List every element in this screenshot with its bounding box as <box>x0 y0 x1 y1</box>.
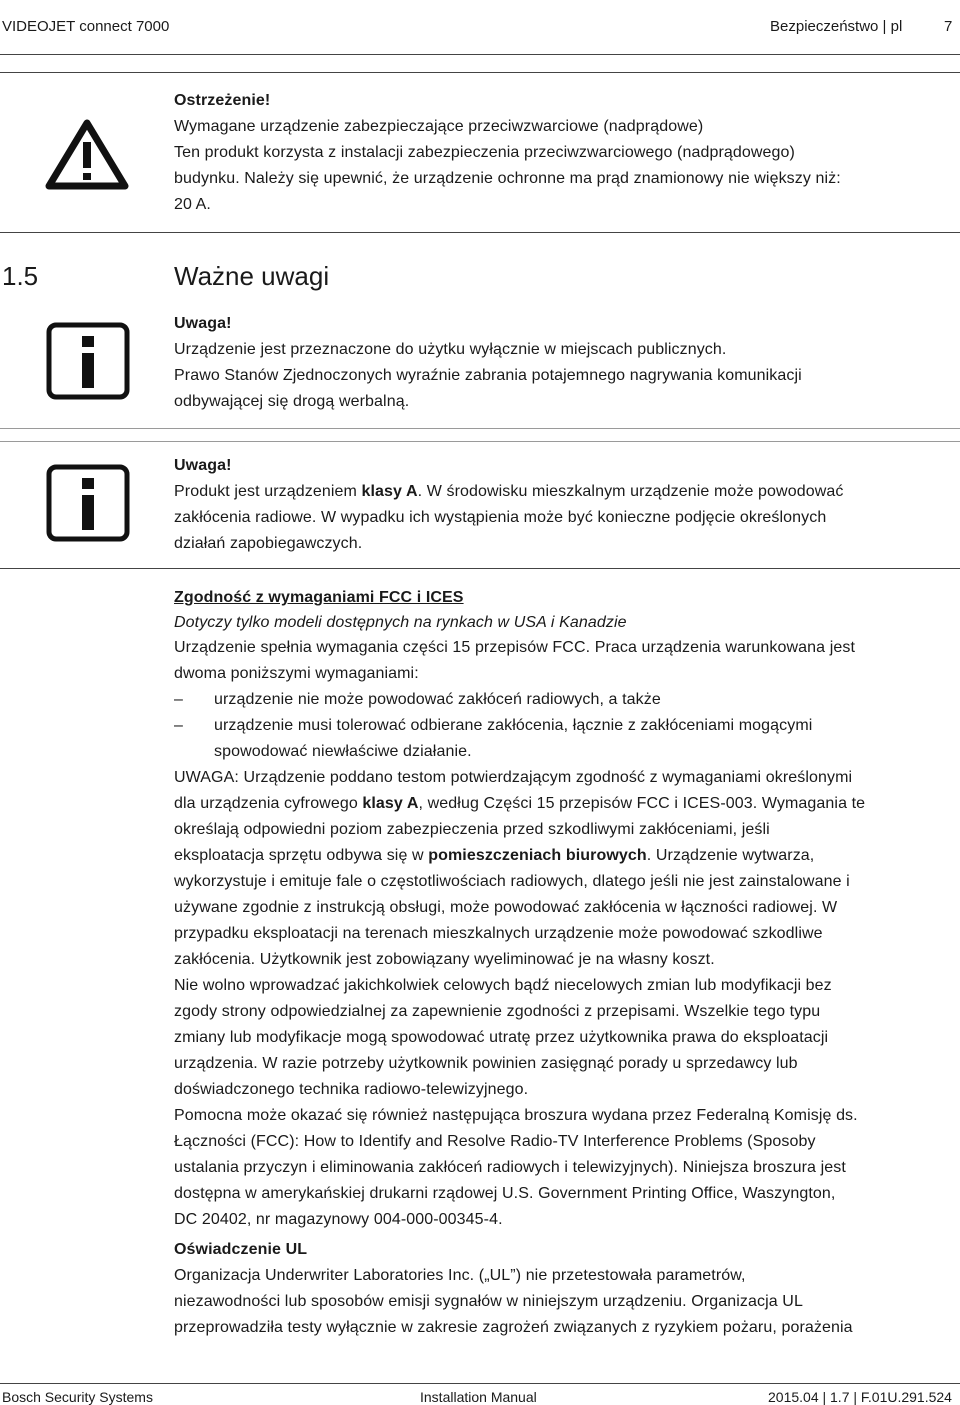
note-separator-rule <box>0 428 960 429</box>
note-text-line: działań zapobiegawczych. <box>174 535 363 552</box>
fcc-text-line: zmiany lub modyfikacje mogą spowodować utratę przez użytkownika prawa do eksploatacji <box>174 1029 829 1046</box>
fcc-heading: Zgodność z wymaganiami FCC i ICES <box>174 589 464 606</box>
footer-company: Bosch Security Systems <box>2 1389 153 1405</box>
note-text-line: Urządzenie jest przeznaczone do użytku wyłącznie w miejscach publicznych. <box>174 341 727 358</box>
warning-bottom-rule <box>0 232 960 233</box>
warning-text-line: 20 A. <box>174 196 211 213</box>
bullet-text: urządzenie musi tolerować odbierane zakłócenia, łącznie z zakłóceniami mogącymi spowodować niewłaściwe działanie. <box>214 717 813 760</box>
fcc-text-line: używane zgodnie z instrukcją obsługi, może powodować zakłócenia w łączności radiowej. W <box>174 899 838 916</box>
header-section-label: Bezpieczeństwo | pl <box>770 18 903 35</box>
bullet-dash: – <box>174 691 183 708</box>
list-item <box>174 713 960 765</box>
info-icon <box>46 464 130 542</box>
fcc-text-line: dwoma poniższymi wymaganiami: <box>174 665 419 682</box>
note-2 <box>174 453 954 557</box>
header-page-number: 7 <box>944 18 953 35</box>
ul-text-line: niezawodności lub sposobów emisji sygnałów w niniejszym urządzeniu. Organizacja UL <box>174 1293 803 1310</box>
list-item <box>174 687 960 713</box>
fcc-text-line: Łączności (FCC): How to Identify and Resolve Radio-TV Interference Problems (Sposoby <box>174 1133 816 1150</box>
footer-rule <box>0 1383 960 1384</box>
note-text-line: Produkt jest urządzeniem klasy A. W środowisku mieszkalnym urządzenie może powodować <box>174 483 844 500</box>
note-text-line: Prawo Stanów Zjednoczonych wyraźnie zabrania potajemnego nagrywania komunikacji <box>174 367 802 384</box>
note-text-line: odbywającej się drogą werbalną. <box>174 393 410 410</box>
ul-section <box>174 1237 960 1341</box>
fcc-text-line: Nie wolno wprowadzać jakichkolwiek celowych bądź niecelowych zmian lub modyfikacji bez <box>174 977 832 994</box>
footer-version: 2015.04 | 1.7 | F.01U.291.524 <box>768 1389 952 1405</box>
fcc-text-line: przypadku eksploatacji na terenach mieszkalnych urządzenie może powodować szkodliwe <box>174 925 823 942</box>
warning-text-line: Wymagane urządzenie zabezpieczające przeciwzwarciowe (nadprądowe) <box>174 118 704 135</box>
warning-top-rule <box>0 72 960 73</box>
fcc-text-line: DC 20402, nr magazynowy 004-000-00345-4. <box>174 1211 503 1228</box>
fcc-text-line: określają odpowiedni poziom zabezpieczenia przed szkodliwymi zakłóceniami, jeśli <box>174 821 770 838</box>
info-icon <box>46 322 130 400</box>
note-bottom-rule <box>0 568 960 569</box>
ul-text-line: Organizacja Underwriter Laboratories Inc. („UL”) nie przetestowała parametrów, <box>174 1267 746 1284</box>
fcc-text-line: zakłócenia. Użytkownik jest zobowiązany wyeliminować je na własny koszt. <box>174 951 715 968</box>
fcc-subheading: Dotyczy tylko modeli dostępnych na rynkach w USA i Kanadzie <box>174 614 627 631</box>
fcc-text-line: Pomocna może okazać się również następująca broszura wydana przez Federalną Komisję ds. <box>174 1107 858 1124</box>
fcc-section <box>174 585 960 1233</box>
class-a-label: klasy A <box>362 795 419 812</box>
fcc-text-line: eksploatacja sprzętu odbywa się w pomieszczeniach biurowych. Urządzenie wytwarza, <box>174 847 815 864</box>
note-separator-rule <box>0 441 960 442</box>
ul-heading: Oświadczenie UL <box>174 1241 308 1258</box>
footer-doc-type: Installation Manual <box>420 1389 537 1405</box>
warning-text-line: Ten produkt korzysta z instalacji zabezpieczenia przeciwzwarciowego (nadprądowego) <box>174 144 795 161</box>
fcc-text-line: doświadczonego technika radiowo-telewizyjnego. <box>174 1081 529 1098</box>
fcc-text-line: wykorzystuje i emituje fale o częstotliwościach radiowych, dlatego jeśli nie jest zainstalowane i <box>174 873 850 890</box>
fcc-text-line: dostępna w amerykańskiej drukarni rządowej U.S. Government Printing Office, Waszyngton, <box>174 1185 836 1202</box>
note-title: Uwaga! <box>174 457 232 474</box>
fcc-text-line: ustalania przyczyn i eliminowania zakłóceń radiowych i telewizyjnych). Niniejsza broszura jest <box>174 1159 846 1176</box>
section-title: Ważne uwagi <box>174 261 330 291</box>
class-a-label: klasy A <box>361 483 418 500</box>
section-number: 1.5 <box>2 261 39 291</box>
header-product-name: VIDEOJET connect 7000 <box>2 18 170 35</box>
bullet-dash: – <box>174 717 183 734</box>
office-environment-label: pomieszczeniach biurowych <box>428 847 647 864</box>
fcc-text-line: urządzenia. W razie potrzeby użytkownik powinien zasięgnąć porady u sprzedawcy lub <box>174 1055 798 1072</box>
header-rule <box>0 54 960 55</box>
fcc-text-line: UWAGA: Urządzenie poddano testom potwierdzającym zgodność z wymaganiami określonymi <box>174 769 853 786</box>
ul-text-line: przeprowadziła testy wyłącznie w zakresie zagrożeń związanych z ryzykiem pożaru, porażenia <box>174 1319 853 1336</box>
fcc-text-line: zgody strony odpowiedzialnej za zapewnienie zgodności z przepisami. Wszelkie tego typu <box>174 1003 821 1020</box>
warning-block <box>174 88 954 218</box>
note-1 <box>174 311 954 415</box>
warning-triangle-icon <box>44 118 130 190</box>
fcc-text-line: dla urządzenia cyfrowego klasy A, według Części 15 przepisów FCC i ICES-003. Wymagania te <box>174 795 866 812</box>
warning-text-line: budynku. Należy się upewnić, że urządzenie ochronne ma prąd znamionowy nie większy niż: <box>174 170 841 187</box>
note-title: Uwaga! <box>174 315 232 332</box>
note-text-line: zakłócenia radiowe. W wypadku ich wystąpienia może być konieczne podjęcie określonych <box>174 509 827 526</box>
bullet-text: urządzenie nie może powodować zakłóceń radiowych, a także <box>214 691 661 708</box>
fcc-text-line: Urządzenie spełnia wymagania części 15 przepisów FCC. Praca urządzenia warunkowana jest <box>174 639 856 656</box>
warning-title: Ostrzeżenie! <box>174 92 271 109</box>
